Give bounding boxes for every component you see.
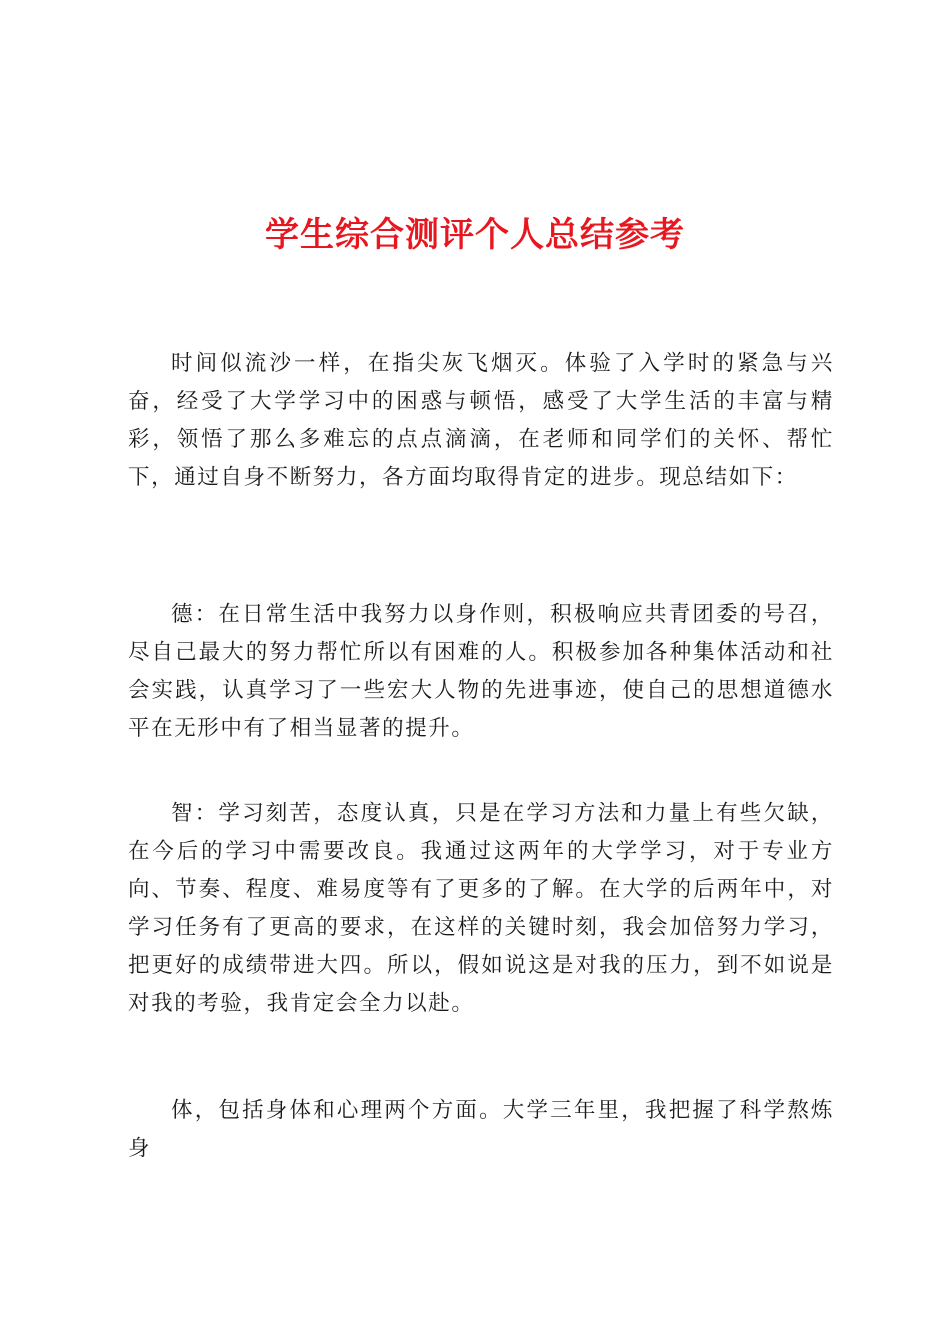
paragraph-morality: 德：在日常生活中我努力以身作则，积极响应共青团委的号召，尽自己最大的努力帮忙所以有困难的人。积极参加各种集体活动和社会实践，认真学习了一些宏大人物的先进事迹，使自己的思想道德水平在无形中有了相当显著的提升。 <box>128 602 834 741</box>
paragraph-physical: 体，包括身体和心理两个方面。大学三年里，我把握了科学熬炼身 <box>128 1098 834 1161</box>
paragraph-intro: 时间似流沙一样，在指尖灰飞烟灭。体验了入学时的紧急与兴奋，经受了大学学习中的困惑与顿悟，感受了大学生活的丰富与精彩，领悟了那么多难忘的点点滴滴，在老师和同学们的关怀、帮忙下，通过自身不断努力，各方面均取得肯定的进步。现总结如下： <box>128 351 834 490</box>
document-title: 学生综合测评个人总结参考 <box>265 215 685 255</box>
paragraph-intellect: 智：学习刻苦，态度认真，只是在学习方法和力量上有些欠缺，在今后的学习中需要改良。我通过这两年的大学学习，对于专业方向、节奏、程度、难易度等有了更多的了解。在大学的后两年中，对学习任务有了更高的要求，在这样的关键时刻，我会加倍努力学习，把更好的成绩带进大四。所以，假如说这是对我的压力，到不如说是对我的考验，我肯定会全力以赴。 <box>128 801 834 1016</box>
